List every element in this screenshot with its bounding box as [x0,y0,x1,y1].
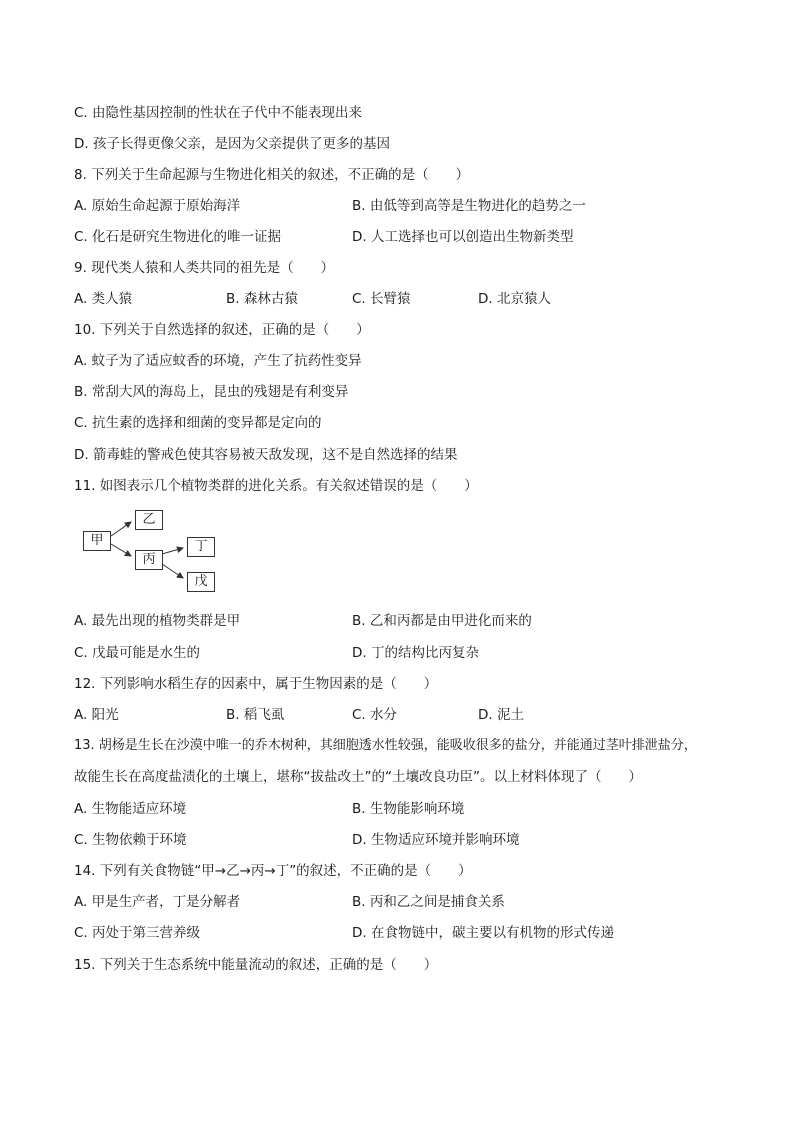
q15-stem: 15. 下列关于生态系统中能量流动的叙述，正确的是（ ） [74,957,438,973]
q8-option-b: B. 由低等到高等是生物进化的趋势之一 [352,198,586,214]
q10-option-d: D. 箭毒蛙的警戒色使其容易被天敌发现，这不是自然选择的结果 [74,447,458,463]
q8-option-a: A. 原始生命起源于原始海洋 [74,198,241,214]
q12-option-b: B. 稻飞虱 [226,707,285,723]
q12-option-c: C. 水分 [352,707,398,723]
q13-option-a: A. 生物能适应环境 [74,801,187,817]
q11-option-b: B. 乙和丙都是由甲进化而来的 [352,613,532,629]
q14-option-c: C. 丙处于第三营养级 [74,925,201,941]
q7-option-d: D. 孩子长得更像父亲，是因为父亲提供了更多的基因 [74,136,390,152]
q13-option-b: B. 生物能影响环境 [352,801,465,817]
node-jia: 甲 [83,531,111,551]
q12-stem: 12. 下列影响水稻生存的因素中，属于生物因素的是（ ） [74,676,438,692]
q12-option-d: D. 泥土 [478,707,524,723]
node-yi: 乙 [135,510,163,530]
q8-stem: 8. 下列关于生命起源与生物进化相关的叙述，不正确的是（ ） [74,167,470,183]
q10-stem: 10. 下列关于自然选择的叙述，正确的是（ ） [74,322,370,338]
node-ding: 丁 [187,537,215,557]
q7-option-c: C. 由隐性基因控制的性状在子代中不能表现出来 [74,105,363,121]
node-wu: 戊 [187,572,215,592]
evolution-diagram [78,506,228,598]
q9-option-b: B. 森林古猿 [226,291,298,307]
q11-stem: 11. 如图表示几个植物类群的进化关系。有关叙述错误的是（ ） [74,478,478,494]
q10-option-b: B. 常刮大风的海岛上，昆虫的残翅是有利变异 [74,384,349,400]
q14-option-a: A. 甲是生产者，丁是分解者 [74,894,241,910]
q9-stem: 9. 现代类人猿和人类共同的祖先是（ ） [74,260,335,276]
arrow-bing-ding [162,548,183,554]
q11-option-a: A. 最先出现的植物类群是甲 [74,613,241,629]
q10-option-c: C. 抗生素的选择和细菌的变异都是定向的 [74,415,322,431]
q11-option-c: C. 戊最可能是水生的 [74,645,201,661]
q13-option-c: C. 生物依赖于环境 [74,832,187,848]
q13-stem-line1: 13. 胡杨是生长在沙漠中唯一的乔木树种，其细胞透水性较强，能吸收很多的盐分，并能通过茎叶排泄盐分， [74,738,697,753]
arrow-bing-wu [162,564,183,578]
q13-option-d: D. 生物适应环境并影响环境 [352,832,520,848]
arrow-jia-bing [111,544,131,556]
q14-stem: 14. 下列有关食物链“甲→乙→丙→丁”的叙述，不正确的是（ ） [74,863,472,879]
q14-option-d: D. 在食物链中，碳主要以有机物的形式传递 [352,925,614,941]
q8-option-c: C. 化石是研究生物进化的唯一证据 [74,229,282,245]
q14-option-b: B. 丙和乙之间是捕食关系 [352,894,505,910]
q9-option-d: D. 北京猿人 [478,291,551,307]
q11-option-d: D. 丁的结构比丙复杂 [352,645,479,661]
node-bing: 丙 [135,550,163,570]
q8-option-d: D. 人工选择也可以创造出生物新类型 [352,229,574,245]
q12-option-a: A. 阳光 [74,707,119,723]
q13-stem-line2: 故能生长在高度盐渍化的土壤上，堪称“拔盐改土”的“土壤改良功臣”。以上材料体现了（ ） [74,769,642,785]
q10-option-a: A. 蚊子为了适应蚊香的环境，产生了抗药性变异 [74,353,362,369]
arrow-jia-yi [111,522,131,536]
q9-option-a: A. 类人猿 [74,291,133,307]
q9-option-c: C. 长臂猿 [352,291,411,307]
